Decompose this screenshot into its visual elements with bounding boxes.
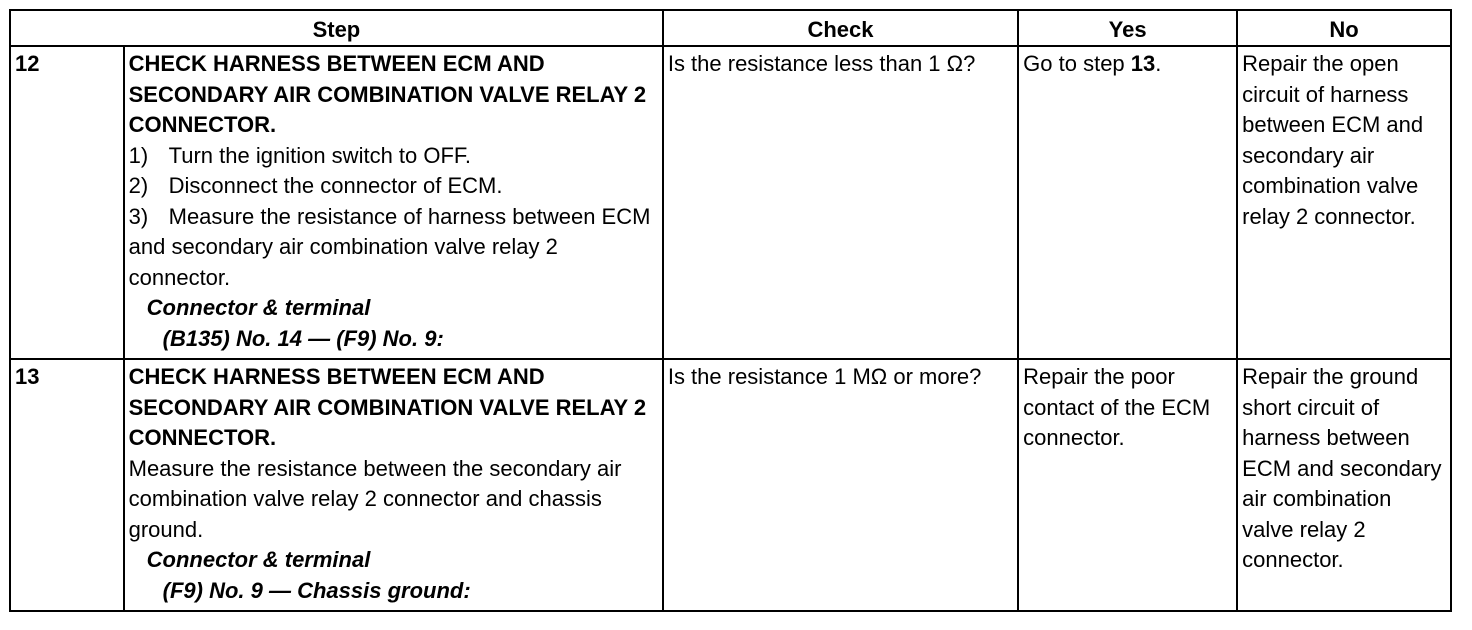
step-item — [129, 202, 658, 294]
no-cell: Repair the ground short circuit of harness between ECM and secondary air combination valve relay 2 connector. — [1237, 359, 1451, 611]
yes-cell: Repair the poor contact of the ECM connector. — [1018, 359, 1237, 611]
step-item-text: Disconnect the connector of ECM. — [168, 173, 503, 198]
step-number: 12 — [10, 46, 124, 359]
step-body: Measure the resistance between the secondary air combination valve relay 2 connector and chassis ground. — [128, 455, 622, 542]
spec-label: Connector & terminal — [146, 295, 371, 320]
header-yes: Yes — [1018, 10, 1237, 46]
step-description — [124, 46, 663, 359]
step-item-text: Turn the ignition switch to OFF. — [168, 142, 472, 168]
step-item-number: 1) — [128, 142, 149, 168]
step-item — [129, 171, 658, 202]
yes-cell — [1018, 46, 1237, 359]
step-item-number: 2) — [128, 173, 149, 198]
step-item — [129, 141, 658, 172]
step-title: CHECK HARNESS BETWEEN ECM AND SECONDARY AIR COMBINATION VALVE RELAY 2 CONNECTOR. — [128, 364, 647, 450]
yes-suffix: . — [1155, 51, 1162, 76]
step-item-text: Measure the resistance of harness between ECM and secondary air combination valve relay 2 connector. — [128, 203, 651, 290]
table-row — [10, 359, 1451, 611]
table-row — [10, 46, 1451, 359]
header-step: Step — [10, 10, 663, 46]
yes-step-link: 13 — [1130, 51, 1156, 76]
header-check: Check — [663, 10, 1018, 46]
step-description — [124, 359, 663, 611]
step-number: 13 — [10, 359, 124, 611]
step-title: CHECK HARNESS BETWEEN ECM AND SECONDARY AIR COMBINATION VALVE RELAY 2 CONNECTOR. — [128, 51, 647, 137]
step-item-number: 3) — [128, 203, 149, 229]
diagnostic-table — [9, 9, 1452, 612]
check-cell: Is the resistance 1 MΩ or more? — [663, 359, 1018, 611]
spec-label: Connector & terminal — [146, 547, 371, 572]
spec-value: (F9) No. 9 — Chassis ground: — [162, 577, 471, 603]
spec-value: (B135) No. 14 — (F9) No. 9: — [162, 325, 444, 351]
check-cell: Is the resistance less than 1 Ω? — [663, 46, 1018, 359]
header-row — [10, 10, 1451, 46]
yes-text: Go to step — [1023, 51, 1131, 76]
header-no: No — [1237, 10, 1451, 46]
no-cell: Repair the open circuit of harness between ECM and secondary air combination valve relay 2 connector. — [1237, 46, 1451, 359]
